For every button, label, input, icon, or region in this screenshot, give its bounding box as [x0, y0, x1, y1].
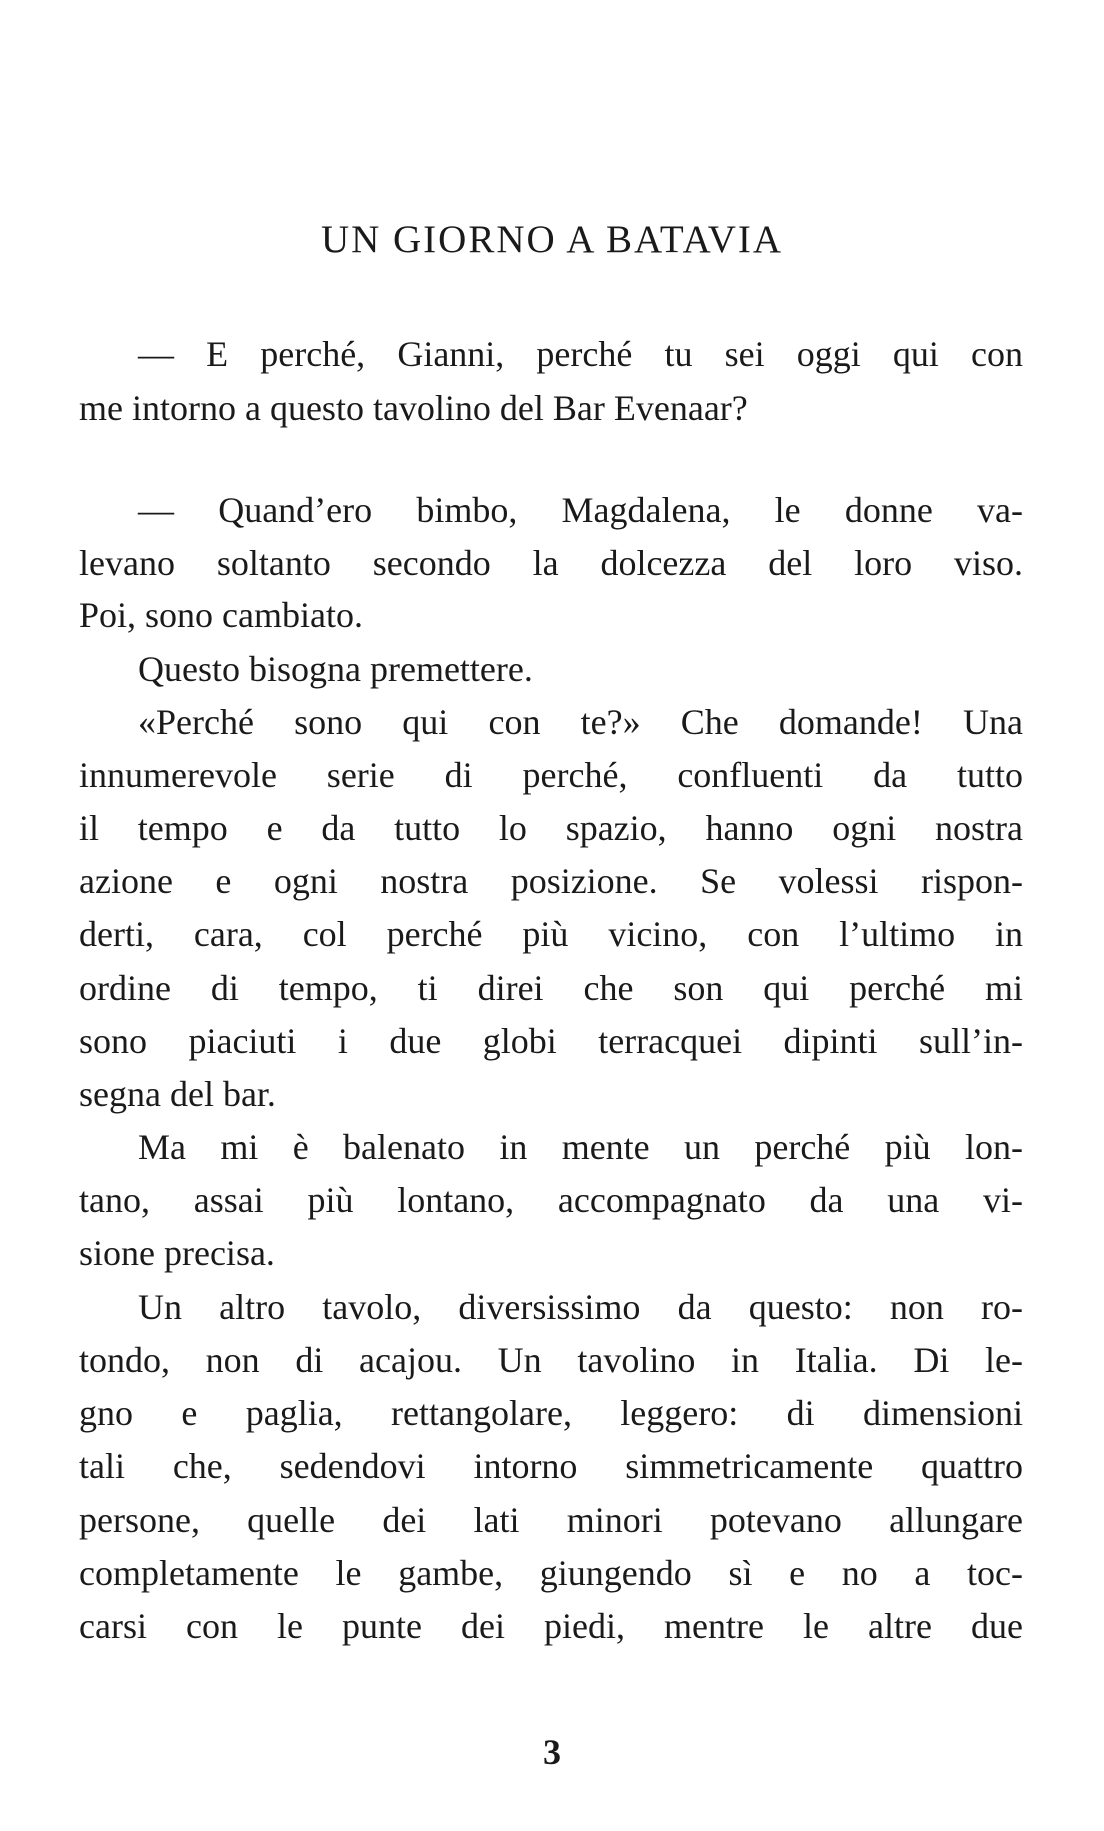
- text-line: il tempo e da tutto lo spazio, hanno ogni nostra: [79, 808, 1023, 848]
- text-line: ordine di tempo, ti direi che son qui perché mi: [79, 968, 1023, 1008]
- text-line: «Perché sono qui con te?» Che domande! Una: [138, 702, 1023, 742]
- text-line: Ma mi è balenato in mente un perché più lon-: [138, 1127, 1023, 1167]
- text-line: tano, assai più lontano, accompagnato da una vi-: [79, 1180, 1023, 1220]
- text-line: Questo bisogna premettere.: [138, 649, 533, 689]
- text-line: azione e ogni nostra posizione. Se volessi rispon-: [79, 861, 1023, 901]
- text-line: sono piaciuti i due globi terracquei dipinti sull’in-: [79, 1021, 1023, 1061]
- text-line: tali che, sedendovi intorno simmetricamente quattro: [79, 1446, 1023, 1486]
- text-line: tondo, non di acajou. Un tavolino in Italia. Di le-: [79, 1340, 1023, 1380]
- text-line: carsi con le punte dei piedi, mentre le altre due: [79, 1606, 1023, 1646]
- text-line: — E perché, Gianni, perché tu sei oggi qui con: [138, 334, 1023, 374]
- text-line: gno e paglia, rettangolare, leggero: di dimensioni: [79, 1393, 1023, 1433]
- text-line: segna del bar.: [79, 1074, 276, 1114]
- text-line: persone, quelle dei lati minori potevano allungare: [79, 1500, 1023, 1540]
- text-line: — Quand’ero bimbo, Magdalena, le donne va-: [138, 490, 1023, 530]
- text-line: derti, cara, col perché più vicino, con l’ultimo in: [79, 914, 1023, 954]
- text-line: sione precisa.: [79, 1233, 275, 1273]
- text-line: completamente le gambe, giungendo sì e no a toc-: [79, 1553, 1023, 1593]
- text-line: Un altro tavolo, diversissimo da questo: non ro-: [138, 1287, 1023, 1327]
- page-number: 3: [543, 1732, 561, 1772]
- text-line: me intorno a questo tavolino del Bar Evenaar?: [79, 388, 748, 428]
- chapter-title: UN GIORNO A BATAVIA: [320, 218, 784, 261]
- text-line: innumerevole serie di perché, confluenti da tutto: [79, 755, 1023, 795]
- text-line: levano soltanto secondo la dolcezza del loro viso.: [79, 543, 1023, 583]
- text-line: Poi, sono cambiato.: [79, 595, 363, 635]
